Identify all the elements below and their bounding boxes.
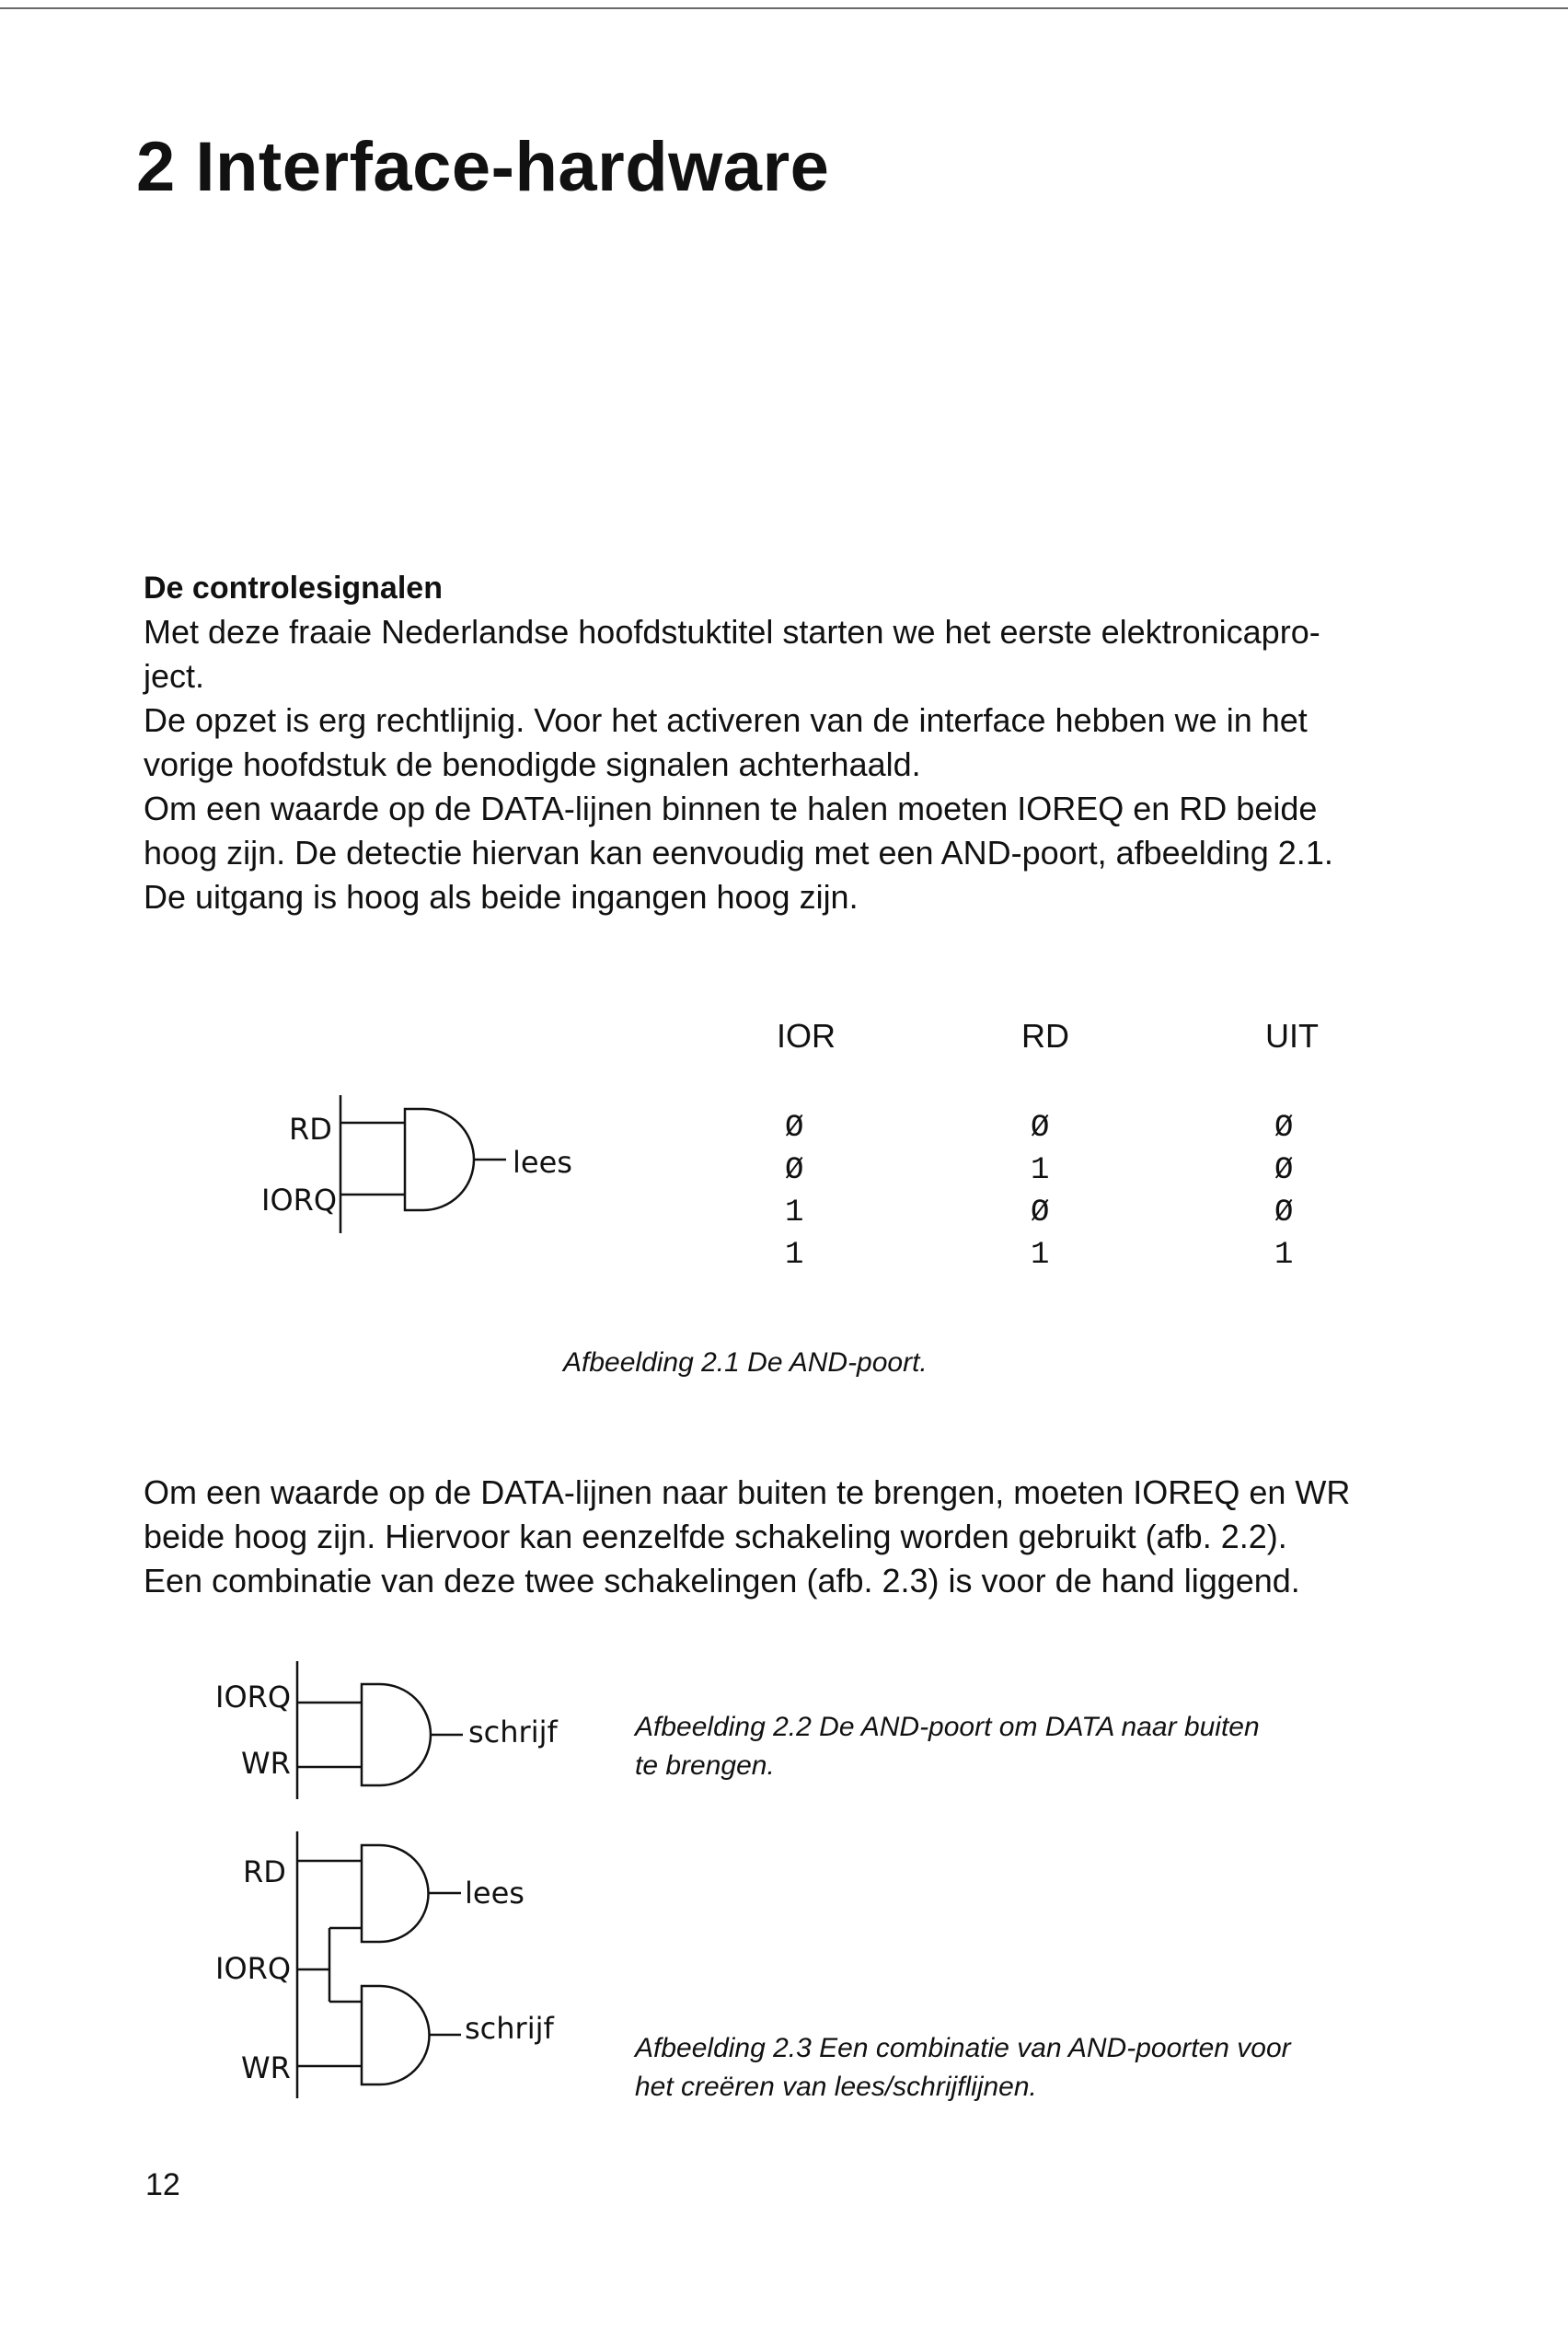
truth-table-cell: Ø xyxy=(1274,1195,1294,1230)
gate-input-label: WR xyxy=(241,1746,291,1781)
paragraph-line: Om een waarde op de DATA-lijnen naar buiten te brengen, moeten IOREQ en WR xyxy=(144,1473,1351,1511)
truth-table-cell: 1 xyxy=(1031,1153,1050,1188)
truth-table-cell: 1 xyxy=(1031,1238,1050,1273)
truth-table-cell: Ø xyxy=(785,1153,804,1188)
truth-table-cell: Ø xyxy=(1274,1111,1294,1146)
paragraph-line: Om een waarde op de DATA-lijnen binnen te halen moeten IOREQ en RD beide xyxy=(144,790,1318,827)
page-number: 12 xyxy=(145,2167,180,2202)
gate-input-label: RD xyxy=(243,1854,286,1889)
gate-output-label: schrijf xyxy=(468,1715,558,1749)
caption-line: Afbeelding 2.3 Een combinatie van AND-poorten voor xyxy=(635,2033,1291,2063)
paragraph-line: Een combinatie van deze twee schakelingen (afb. 2.3) is voor de hand liggend. xyxy=(144,1562,1300,1599)
gate-input-label: RD xyxy=(289,1112,332,1147)
caption-line: het creëren van lees/schrijflijnen. xyxy=(635,2072,1037,2102)
gate-input-label: IORQ xyxy=(261,1183,338,1218)
paragraph-2 xyxy=(144,1471,1432,1603)
gate-input-label: IORQ xyxy=(215,1680,292,1715)
figure-caption-3 xyxy=(635,2029,1291,2107)
gate-output-label: schrijf xyxy=(465,2011,554,2046)
paragraph-line: De uitgang is hoog als beide ingangen hoog zijn. xyxy=(144,878,859,916)
figure-caption-1: Afbeelding 2.1 De AND-poort. xyxy=(563,1347,928,1378)
truth-table-cell: Ø xyxy=(1274,1153,1294,1188)
paragraph-line: De opzet is erg rechtlijnig. Voor het activeren van de interface hebben we in het xyxy=(144,701,1308,739)
truth-table-header: UIT xyxy=(1265,1017,1319,1055)
chapter-title: 2 Interface-hardware xyxy=(136,128,830,206)
figure-caption-2 xyxy=(635,1708,1260,1785)
and-gate-diagram-3 xyxy=(297,1831,518,2107)
gate-input-label: WR xyxy=(241,2050,291,2085)
top-rule xyxy=(0,7,1568,9)
gate-output-label: lees xyxy=(465,1876,525,1911)
section-heading: De controlesignalen xyxy=(144,571,443,606)
section-controlesignalen xyxy=(144,566,1432,919)
truth-table-cell: 1 xyxy=(785,1238,804,1273)
caption-line: Afbeelding 2.2 De AND-poort om DATA naar buiten xyxy=(635,1712,1260,1742)
truth-table-cell: Ø xyxy=(1031,1195,1050,1230)
paragraph-line: Met deze fraaie Nederlandse hoofdstuktitel starten we het eerste elektronicapro- xyxy=(144,613,1320,651)
truth-table-cell: 1 xyxy=(785,1195,804,1230)
paragraph-line: ject. xyxy=(144,657,205,695)
gate-output-label: lees xyxy=(513,1145,572,1180)
truth-table-cell: 1 xyxy=(1274,1238,1294,1273)
truth-table-cell: Ø xyxy=(1031,1111,1050,1146)
paragraph-line: beide hoog zijn. Hiervoor kan eenzelfde schakeling worden gebruikt (afb. 2.2). xyxy=(144,1518,1287,1555)
caption-line: te brengen. xyxy=(635,1750,775,1781)
truth-table-header: RD xyxy=(1021,1017,1069,1055)
truth-table-header: IOR xyxy=(777,1017,836,1055)
paragraph-line: hoog zijn. De detectie hiervan kan eenvoudig met een AND-poort, afbeelding 2.1. xyxy=(144,834,1333,872)
truth-table-cell: Ø xyxy=(785,1111,804,1146)
paragraph-line: vorige hoofdstuk de benodigde signalen achterhaald. xyxy=(144,745,921,783)
gate-input-label: IORQ xyxy=(215,1951,292,1986)
